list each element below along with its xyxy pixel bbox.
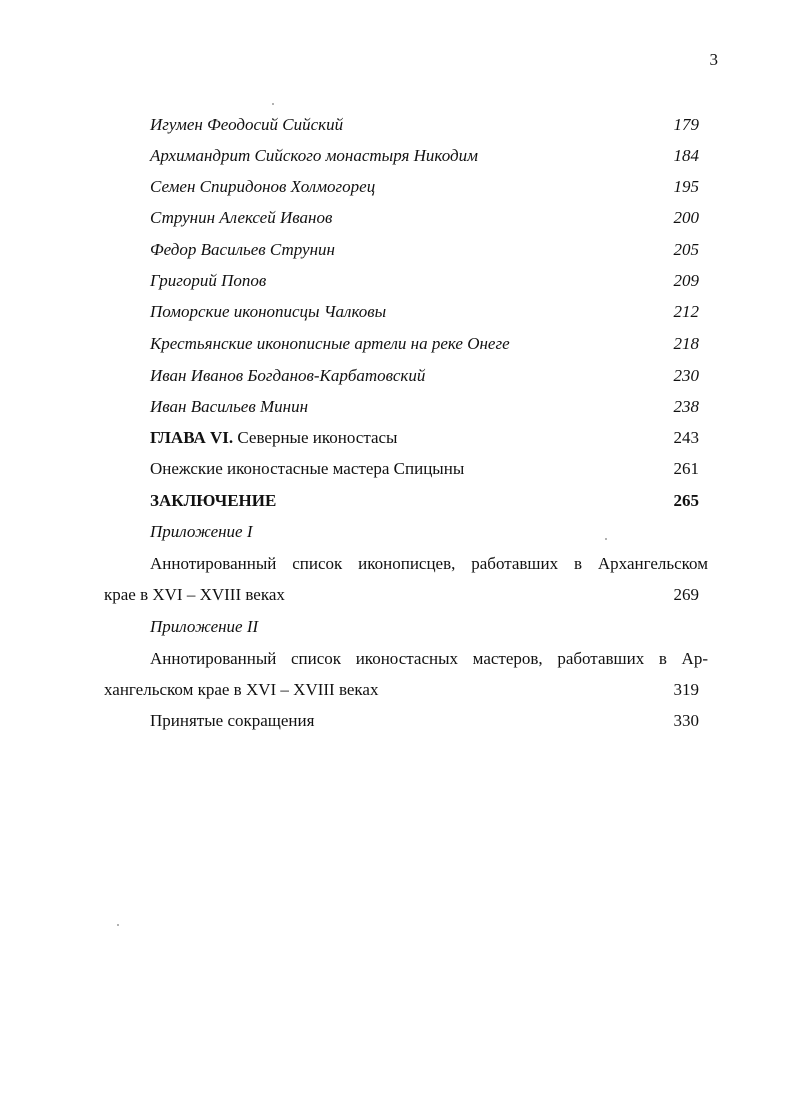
appendix-1-page: 269: [673, 585, 699, 604]
toc-entry-title: Иван Иванов Богданов-Карбатовский: [150, 366, 426, 385]
appendix-2-line-2: хангельском крае в XVI – XVIII веках: [104, 680, 379, 699]
conclusion-title: ЗАКЛЮЧЕНИЕ: [150, 491, 277, 510]
toc-conclusion: [0, 489, 794, 513]
toc-entry-title: Струнин Алексей Иванов: [150, 208, 333, 227]
page-number: 3: [709, 50, 718, 69]
appendix-1-heading: Приложение I: [150, 522, 253, 541]
toc-entry: [0, 175, 794, 199]
toc-entry-title: Игумен Феодосий Сийский: [150, 115, 344, 134]
toc-entry-page: 200: [673, 208, 699, 227]
toc-entry-onega: [0, 457, 794, 481]
toc-entry-title: Григорий Попов: [150, 271, 267, 290]
appendix-1-line-2: крае в XVI – XVIII веках: [104, 585, 285, 604]
chapter-6-page: 243: [673, 428, 699, 447]
toc-entry: [0, 269, 794, 293]
appendix-2-page: 319: [673, 680, 699, 699]
chapter-6-heading: [150, 426, 397, 450]
scan-speck: [605, 538, 607, 540]
toc-entry-title: Иван Васильев Минин: [150, 397, 309, 416]
chapter-6-title: Северные иконостасы: [237, 428, 398, 447]
toc-abbreviations: [0, 709, 794, 733]
toc-entry-page: 209: [673, 271, 699, 290]
scan-speck: [272, 103, 274, 105]
toc-entry: [0, 300, 794, 324]
chapter-6-label: ГЛАВА VI.: [150, 428, 234, 447]
appendix-1-line-1: Аннотированный список иконописцев, работавших в Архангельском: [150, 554, 708, 573]
toc-entry: [0, 364, 794, 388]
toc-entry-page: 218: [673, 334, 699, 353]
toc-entry-title: Семен Спиридонов Холмогорец: [150, 177, 376, 196]
toc-entry: [0, 113, 794, 137]
toc-entry: [0, 144, 794, 168]
toc-entry-page: 195: [673, 177, 699, 196]
onega-title: Онежские иконостасные мастера Спицыны: [150, 459, 465, 478]
toc-appendix-1-heading: [0, 520, 794, 544]
toc-entry: [0, 238, 794, 262]
toc-entry-page: 205: [673, 240, 699, 259]
onega-page: 261: [673, 459, 699, 478]
toc-chapter-6: [0, 426, 794, 450]
appendix-2-heading: Приложение II: [150, 617, 259, 636]
toc-entry: [0, 395, 794, 419]
toc-entry-title: Федор Васильев Струнин: [150, 240, 335, 259]
toc-entry-page: 212: [673, 302, 699, 321]
abbreviations-page: 330: [673, 711, 699, 730]
toc-entry-page: 238: [673, 397, 699, 416]
toc-entry-page: 179: [673, 115, 699, 134]
toc-appendix-2-heading: [0, 615, 794, 639]
conclusion-page: 265: [673, 491, 699, 510]
abbreviations-title: Принятые сокращения: [150, 711, 315, 730]
scan-speck: [117, 924, 119, 926]
toc-entry-page: 184: [673, 146, 699, 165]
appendix-2-line-1: Аннотированный список иконостасных мастеров, работавших в Ар-: [150, 649, 708, 668]
toc-entry-title: Поморские иконописцы Чалковы: [150, 302, 387, 321]
toc-entry: [0, 332, 794, 356]
toc-entry: [0, 206, 794, 230]
toc-entry-page: 230: [673, 366, 699, 385]
toc-entry-title: Архимандрит Сийского монастыря Никодим: [150, 146, 478, 165]
toc-entry-title: Крестьянские иконописные артели на реке Онеге: [150, 334, 510, 353]
